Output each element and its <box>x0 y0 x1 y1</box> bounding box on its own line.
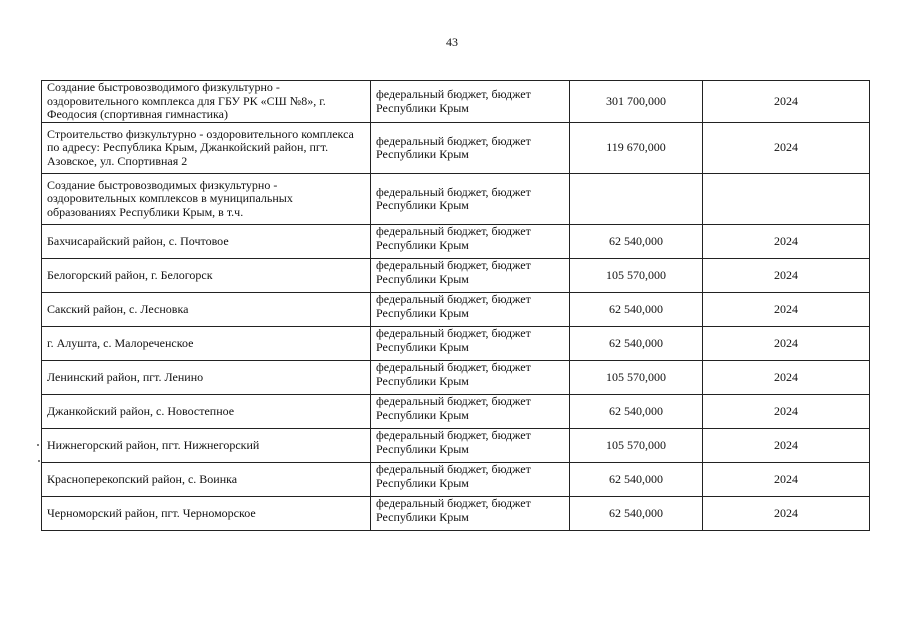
year-cell: 2024 <box>703 463 870 497</box>
object-name-cell: Создание быстровозводимых физкультурно - оздоровительных комплексов в муниципальных образованиях Республики Крым, в т.ч. <box>42 174 371 225</box>
funding-source-cell: федеральный бюджет, бюджет Республики Крым <box>371 361 570 395</box>
amount-cell: 105 570,000 <box>570 259 703 293</box>
amount-cell: 62 540,000 <box>570 497 703 531</box>
table-row <box>42 361 870 395</box>
funding-source-cell: федеральный бюджет, бюджет Республики Крым <box>371 81 570 123</box>
table-row <box>42 463 870 497</box>
table-row <box>42 327 870 361</box>
funding-table <box>41 80 870 531</box>
funding-source-cell: федеральный бюджет, бюджет Республики Крым <box>371 463 570 497</box>
funding-source-cell: федеральный бюджет, бюджет Республики Крым <box>371 497 570 531</box>
table-row <box>42 123 870 174</box>
table-row <box>42 259 870 293</box>
amount-cell: 62 540,000 <box>570 225 703 259</box>
object-name-cell: Белогорский район, г. Белогорск <box>42 259 371 293</box>
amount-cell: 62 540,000 <box>570 395 703 429</box>
object-name-cell: Бахчисарайский район, с. Почтовое <box>42 225 371 259</box>
funding-source-cell: федеральный бюджет, бюджет Республики Крым <box>371 429 570 463</box>
year-cell: 2024 <box>703 429 870 463</box>
object-name-cell: г. Алушта, с. Малореченское <box>42 327 371 361</box>
funding-source-cell: федеральный бюджет, бюджет Республики Крым <box>371 225 570 259</box>
funding-source-cell: федеральный бюджет, бюджет Республики Крым <box>371 174 570 225</box>
object-name-cell: Создание быстровозводимого физкультурно - оздоровительного комплекса для ГБУ РК «СШ №8», г. Феодосия (спортивная гимнастика) <box>42 81 371 123</box>
amount-cell: 62 540,000 <box>570 327 703 361</box>
table-row <box>42 395 870 429</box>
funding-source-cell: федеральный бюджет, бюджет Республики Крым <box>371 293 570 327</box>
object-name-cell: Ленинский район, пгт. Ленино <box>42 361 371 395</box>
amount-cell: 62 540,000 <box>570 293 703 327</box>
page-number: 43 <box>446 35 458 49</box>
year-cell: 2024 <box>703 81 870 123</box>
amount-cell: 62 540,000 <box>570 463 703 497</box>
object-name-cell: Черноморский район, пгт. Черноморское <box>42 497 371 531</box>
year-cell: 2024 <box>703 123 870 174</box>
scan-speck <box>38 460 40 462</box>
year-cell: 2024 <box>703 497 870 531</box>
scan-speck <box>37 444 39 446</box>
object-name-cell: Строительство физкультурно - оздоровительного комплекса по адресу: Республика Крым, Джанкойский район, пгт. Азовское, ул. Спортивная 2 <box>42 123 371 174</box>
table-row <box>42 81 870 123</box>
funding-source-cell: федеральный бюджет, бюджет Республики Крым <box>371 395 570 429</box>
object-name-cell: Красноперекопский район, с. Воинка <box>42 463 371 497</box>
year-cell: 2024 <box>703 225 870 259</box>
table-row <box>42 497 870 531</box>
year-cell: 2024 <box>703 293 870 327</box>
amount-cell: 105 570,000 <box>570 361 703 395</box>
object-name-cell: Сакский район, с. Лесновка <box>42 293 371 327</box>
funding-source-cell: федеральный бюджет, бюджет Республики Крым <box>371 123 570 174</box>
amount-cell: 301 700,000 <box>570 81 703 123</box>
table-row <box>42 293 870 327</box>
year-cell: 2024 <box>703 395 870 429</box>
object-name-cell: Джанкойский район, с. Новостепное <box>42 395 371 429</box>
year-cell: 2024 <box>703 361 870 395</box>
year-cell: 2024 <box>703 327 870 361</box>
funding-source-cell: федеральный бюджет, бюджет Республики Крым <box>371 259 570 293</box>
object-name-cell: Нижнегорский район, пгт. Нижнегорский <box>42 429 371 463</box>
year-cell: 2024 <box>703 259 870 293</box>
table-row <box>42 174 870 225</box>
amount-cell <box>570 174 703 225</box>
amount-cell: 105 570,000 <box>570 429 703 463</box>
table-row <box>42 429 870 463</box>
funding-source-cell: федеральный бюджет, бюджет Республики Крым <box>371 327 570 361</box>
amount-cell: 119 670,000 <box>570 123 703 174</box>
year-cell <box>703 174 870 225</box>
table-row <box>42 225 870 259</box>
